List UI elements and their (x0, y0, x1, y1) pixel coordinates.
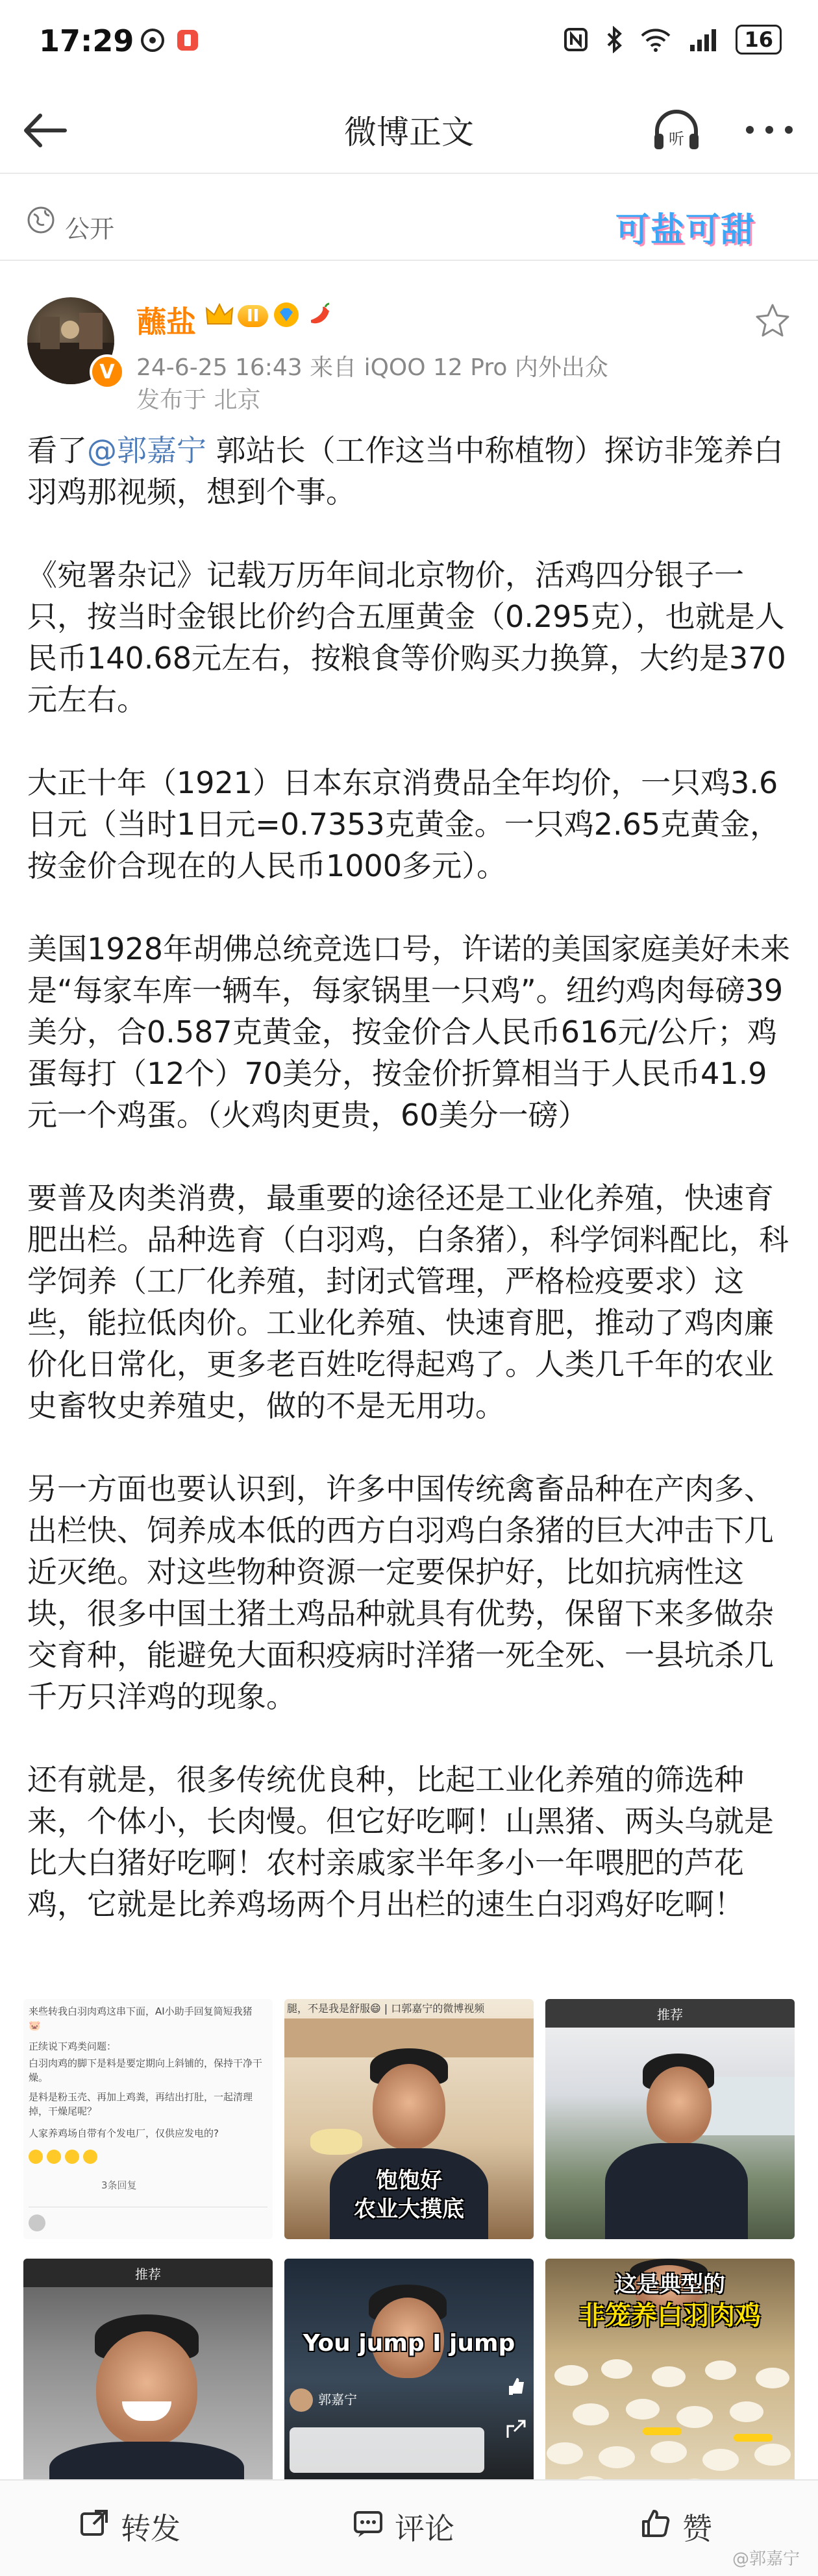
thumb-tab-recommend: 推荐 (545, 1999, 795, 2028)
post-paragraph-6: 另一方面也要认识到，许多中国传统禽畜品种在产肉多、出栏快、饲养成本低的西方白羽鸡白条猪的巨大冲击下几近灭绝。对这些物种资源一定要保护好，比如抗病性这块，很多中国土猪土鸡品种就具有优势，保留下来多做杂交育种，能避免大面积疫病时洋猪一死全死、一县坑杀几千万只洋鸡的现象。 (27, 1471, 774, 1714)
nfc-icon (563, 27, 589, 53)
signal-icon (688, 27, 720, 53)
emoji-sticker: 可盐可甜 (615, 210, 756, 250)
video-side-actions (505, 2375, 527, 2443)
section-divider (0, 260, 818, 261)
thumb-comment-line-4: 是料是粉玉壳、再加上鸡粪，再结出打肚，一起清理掉，干燥尾呢？ (29, 2091, 253, 2117)
like-label: 赞 (682, 2511, 712, 2546)
thumbs-up-icon (639, 2507, 672, 2547)
comment-button[interactable] (352, 2505, 454, 2548)
post-p1-rest: 郭站长（工作这当中称植物）探访非笼养白羽鸡那视频，想到个事。 (27, 433, 784, 509)
person-face (96, 2331, 197, 2446)
video-author-name: 郭嘉宁 (318, 2392, 357, 2407)
status-right-icons (563, 25, 782, 55)
comment-label: 评论 (395, 2511, 454, 2546)
status-time: 17:29 (39, 23, 134, 58)
image-grid (23, 1999, 795, 2473)
wechat-icon (140, 27, 166, 53)
post-paragraph-4: 美国1928年胡佛总统竞选口号，许诺的美国家庭美好未来是“每家车库一辆车，每家锅里一只鸡”。纽约鸡肉每磅39美分，合0.587克黄金，按金价合人民币616元/公斤；鸡蛋每打（12个）70美分，按金价折算相当于人民币41.9元一个鸡蛋。（火鸡肉更贵，60美分一磅） (27, 931, 791, 1133)
visibility-row (0, 187, 818, 258)
video-caption-line-1: 饱饱好 (376, 2168, 442, 2194)
post-paragraph-7: 还有就是，很多传统优良种，比起工业化养殖的筛选种来，个体小，长肉慢。但它好吃啊！山黑猪、两头乌就是比大白猪好吃啊！农村亲戚家半年多小一年喂肥的芦花鸡，它就是比养鸡场两个月出栏的速生白羽鸡好吃啊！ (27, 1762, 774, 1922)
share-icon[interactable] (505, 2418, 527, 2443)
video-caption-line-2: 非笼养白羽肉鸡 (579, 2301, 761, 2331)
favorite-star-icon[interactable] (753, 301, 792, 343)
image-thumbnail-comments[interactable] (23, 1999, 273, 2239)
thumb-comment-line-5: 人家养鸡场自带有个发电厂，仅供应发电的? (29, 2128, 219, 2139)
thumb-comment-line-3: 白羽肉鸡的脚下是料是要定期向上斜铺的，保持干净干燥。 (29, 2057, 263, 2083)
post-meta: 24-6-25 16:43 来自 iQOO 12 Pro 内外出众 (136, 354, 608, 381)
nav-bar (0, 91, 818, 172)
video-caption-line-2: 农业大摸底 (354, 2196, 464, 2222)
person-face (373, 2064, 445, 2150)
person-face (647, 2067, 712, 2144)
image-thumbnail-video-3[interactable] (23, 2259, 273, 2499)
visibility-label: 公开 (65, 215, 115, 243)
author-name[interactable]: 蘸盐 (136, 304, 196, 339)
page-title: 微博正文 (344, 114, 474, 151)
globe-icon (26, 205, 56, 238)
battery-indicator: 16 (736, 25, 782, 55)
level-badge[interactable]: II (238, 305, 268, 327)
author-header (0, 273, 818, 422)
video-caption-line-1: You jump I jump (303, 2330, 515, 2357)
image-thumbnail-video-4[interactable] (284, 2259, 534, 2499)
author-badges (205, 301, 333, 331)
image-thumbnail-video-2[interactable] (545, 1999, 795, 2239)
image-thumbnail-video-5[interactable] (545, 2259, 795, 2499)
more-options-icon[interactable] (740, 105, 799, 153)
nav-divider (0, 173, 818, 174)
like-button[interactable] (639, 2505, 712, 2548)
status-left-icons (140, 27, 201, 53)
bottom-action-bar (0, 2479, 818, 2576)
watermark: @郭嘉宁 (732, 2549, 800, 2569)
post-body (27, 430, 793, 1967)
wifi-icon (639, 27, 672, 53)
post-paragraph-2: 《宛署杂记》记载万历年间北京物价，活鸡四分银子一只，按当时金银比价约合五厘黄金（0.295克），也就是人民币140.68元左右，按粮食等价购买力换算，大约是370元左右。 (27, 558, 786, 717)
crown-icon (205, 302, 234, 330)
image-thumbnail-video-1[interactable] (284, 1999, 534, 2239)
thumb-emoji-row (29, 2150, 97, 2164)
post-location: 发布于 北京 (136, 387, 261, 413)
mention-link[interactable]: @郭嘉宁 (87, 433, 206, 468)
thumb-comment-line-1: 来些转我白羽肉鸡这串下面，AI小助手回复简短我猪🐷 (29, 2006, 253, 2031)
chickens-illustration (545, 2337, 795, 2499)
thumb-video-title: 腿，不是我是舒服😄 | 口郭嘉宁的微博视频 (287, 2002, 485, 2015)
listen-button[interactable] (649, 105, 704, 160)
post-p1-prefix: 看了 (27, 433, 87, 468)
video-caption-line-1: 这是典型的 (615, 2272, 725, 2298)
repost-icon (78, 2507, 110, 2547)
verified-badge-icon: V (90, 354, 125, 389)
post-paragraph-5: 要普及肉类消费，最重要的途径还是工业化养殖，快速育肥出栏。品种选育（白羽鸡，白条猪），科学饲料配比，科学饲养（工厂化养殖，封闭式管理，严格检疫要求）这些，能拉低肉价。工业化养殖、快速育肥，推动了鸡肉廉价化日常化，更多老百姓吃得起鸡了。人类几千年的农业史畜牧史养殖史，做的不是无用功。 (27, 1181, 789, 1423)
thumb-tab-recommend: 推荐 (23, 2259, 273, 2287)
post-paragraph-1 (27, 430, 793, 513)
like-icon[interactable] (505, 2375, 527, 2400)
repost-button[interactable] (78, 2505, 180, 2548)
status-bar (0, 0, 818, 91)
bluetooth-icon (604, 26, 624, 53)
repost-label: 转发 (121, 2511, 180, 2546)
chili-medal-icon[interactable] (304, 301, 333, 332)
comment-icon (352, 2507, 384, 2547)
listen-label: 听 (669, 130, 684, 148)
thumb-reply-count: 3条回复 (101, 2179, 137, 2191)
app-notice-icon (175, 27, 201, 53)
post-paragraph-3: 大正十年（1921）日本东京消费品全年均价，一只鸡3.6日元（当时1日元=0.7353克黄金。一只鸡2.65克黄金，按金价合现在的人民币1000多元）。 (27, 765, 780, 883)
thumb-comment-line-2: 正续说下鸡类问题： (29, 2041, 117, 2052)
vip-diamond-icon[interactable] (272, 301, 301, 332)
